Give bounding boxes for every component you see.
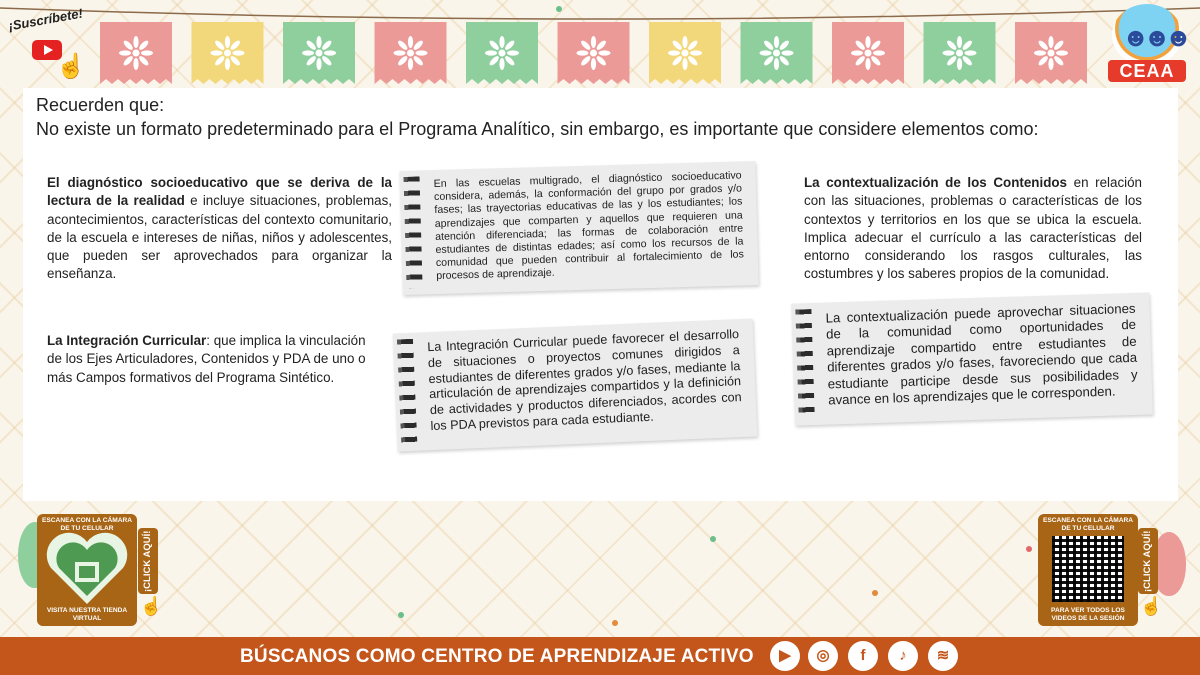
confetti [612,620,618,626]
banner-flag [924,22,996,84]
confetti [1026,546,1032,552]
subscribe-label: ¡Suscríbete! [7,5,84,34]
contextualizacion-note-text: La contextualización puede aprovechar situaciones de la comunidad como oportunidades de aprendizaje compartido entre estudiantes de diferentes grados y/o fases, favoreciendo que cada estudiante participe desde sus posibilidades y avance en los aprendizajes que le corresponden. [825,300,1138,408]
confetti [872,590,878,596]
pointer-hand-icon: ☝ [56,53,86,80]
banner-flag [649,22,721,84]
diagnostico-body: e incluye situaciones, problemas, acontecimientos, características del contexto comunitario, de la escuela e intereses de niñas, niños y adolescentes, que pueden ser aprovechados para organizar la enseñanza. [47,193,392,282]
diagnostico-text [47,174,392,284]
qr-store-top-label: ESCANEA CON LA CÁMARA DE TU CELULAR [42,517,132,532]
integracion-note-card [393,319,758,452]
spiral-binding [795,309,816,420]
intro-line-1: Recuerden que: [36,95,165,115]
content-panel [23,88,1178,501]
integracion-note-text: La Integración Curricular puede favorecer el desarrollo de situaciones o proyectos comunes dirigidos a estudiantes de diferentes grados y/o fases, mediante la articulación de aprendizajes compartidos y la definición de actividades y productos diferenciados, acordes con los PDA previstos para cada estudiante. [426,327,742,434]
banner-flags [0,0,1200,95]
pointer-hand-icon: ☝ [140,596,163,616]
qr-card-store[interactable] [37,514,137,626]
intro-line-2: No existe un formato predeterminado para el Programa Analítico, sin embargo, es importante que considere elementos como: [36,119,1039,139]
integracion-heading: La Integración Curricular [47,333,207,348]
diagnostico-note-card [399,161,758,295]
papel-picado-banner [0,0,1200,95]
qr-store-bottom-label: VISITA NUESTRA TIENDA VIRTUAL [46,607,128,622]
logo-text: CEAA [1108,60,1186,82]
qr-videos-top-label: ESCANEA CON LA CÁMARA DE TU CELULAR [1043,517,1133,532]
facebook-icon[interactable]: f [848,641,878,671]
pointer-hand-icon: ☝ [1140,596,1163,616]
banner-flag [741,22,813,84]
confetti [710,536,716,542]
confetti [556,6,562,12]
banner-flag [832,22,904,84]
footer-text: BÚSCANOS COMO CENTRO DE APRENDIZAJE ACTIVO [240,646,754,667]
subscribe-badge[interactable] [6,5,86,82]
spiral-binding [397,339,419,446]
banner-flag [375,22,447,84]
tiktok-icon[interactable]: ♪ [888,641,918,671]
qr-card-videos[interactable] [1038,514,1138,626]
intro [36,93,1156,141]
click-here-tab-left[interactable]: ¡CLICK AQUÍ! [138,528,158,594]
spiral-binding [404,176,425,288]
integracion-text [47,332,379,387]
diagnostico-note-text: En las escuelas multigrado, el diagnóstico socioeducativo considera, además, la conformación del grupo por grados y/o fases; las trayectorias educativas de las y los estudiantes; los aprendizajes que comparten y aquellos que requieren una atención diferenciada; las formas de colaboración entre estudiantes de distintas edades; así como los recursos de la comunidad que pueden contribuir al fortalecimiento de los procesos de aprendizaje. [433,169,744,283]
banner-flag [283,22,355,84]
spotify-icon[interactable]: ≋ [928,641,958,671]
ceaa-logo [1104,4,1190,84]
people-icon: ☻☻☻ [1122,22,1187,52]
contextualizacion-text [804,174,1142,284]
diagnostico-heading: El diagnóstico socioeducativo que se deriva de la lectura de la realidad [47,175,392,209]
banner-flag [558,22,630,84]
qr-heart-icon [45,532,129,606]
footer-bar [0,637,1200,675]
qr-code-icon [1052,536,1124,602]
confetti [398,612,404,618]
banner-flag [100,22,172,84]
contextualizacion-body: en relación con las situaciones, problemas o características de los contextos y territorios en los que se ubica la escuela. Implica adecuar el currículo a las características del entorno considerando los rasgos culturales, las costumbres y los saberes propios de la comunidad. [804,175,1143,282]
qr-videos-bottom-label: PARA VER TODOS LOS VIDEOS DE LA SESIÓN [1051,607,1125,622]
click-here-tab-right[interactable]: ¡CLICK AQUÍ! [1138,528,1158,594]
banner-flag [1015,22,1087,84]
banner-flag [192,22,264,84]
contextualizacion-note-card [791,292,1153,425]
contextualizacion-heading: La contextualización de los Contenidos [804,175,1068,190]
integracion-body: : que implica la vinculación de los Ejes Articuladores, Contenidos y PDA de uno o más Campos formativos del Programa Sintético. [47,333,366,385]
youtube-icon[interactable]: ▶ [770,641,800,671]
instagram-icon[interactable]: ◎ [808,641,838,671]
banner-flag [466,22,538,84]
